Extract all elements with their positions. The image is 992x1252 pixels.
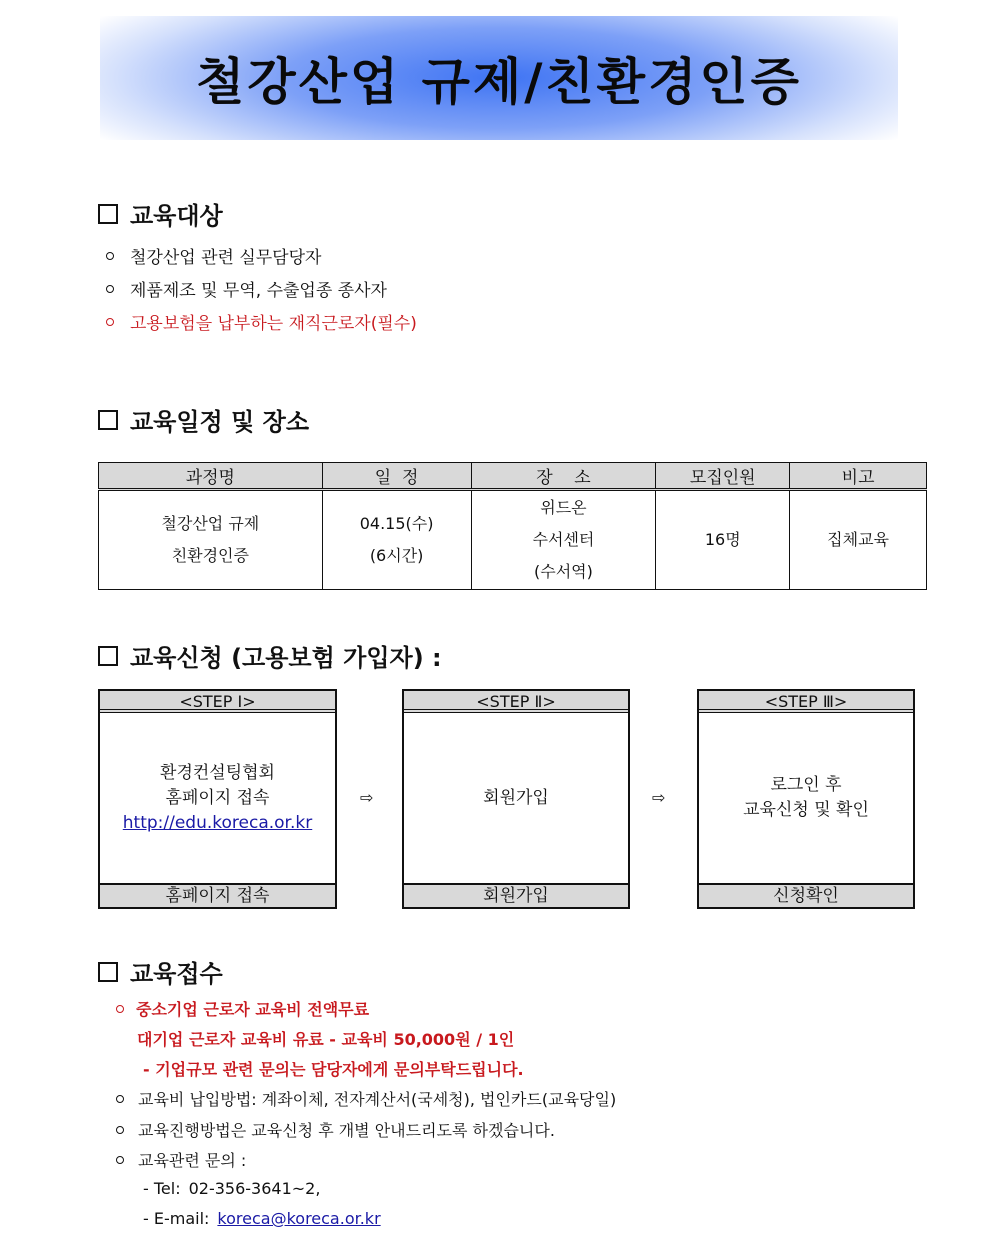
fee-line-3: - 기업규모 관련 문의는 담당자에게 문의부탁드립니다. [143,1060,524,1079]
place-cell: 위드온 수서센터 (수서역) [471,490,656,590]
checkbox-icon [98,410,118,430]
date-cell: 04.15(수) (6시간) [322,490,471,590]
tel-line: - Tel: 02-356-3641~2, [143,1179,321,1198]
table-row [99,490,927,590]
step-2-header: <STEP Ⅱ> [404,691,628,713]
section-target-heading: 교육대상 [98,196,223,231]
capacity-cell: 16명 [656,490,790,590]
column-header: 비고 [790,463,927,490]
homepage-link[interactable]: http://edu.koreca.or.kr [122,812,313,833]
step-1-box: <STEP Ⅰ> 환경컨설팅협회 홈페이지 접속 http://edu.koreca.or.kr 홈페이지 접속 [98,689,337,909]
fee-line-2: 대기업 근로자 교육비 유료 - 교육비 50,000원 / 1인 [137,1030,515,1049]
column-header: 장 소 [471,463,656,490]
list-item-required: 고용보험을 납부하는 재직근로자(필수) [106,305,417,338]
circle-bullet-icon [116,1126,124,1134]
list-item: 제품제조 및 무역, 수출업종 종사자 [106,272,417,305]
circle-bullet-icon [116,1156,124,1164]
email-line: - E-mail: koreca@koreca.or.kr [143,1209,381,1228]
step-2-box: <STEP Ⅱ> 회원가입 회원가입 [402,689,630,909]
circle-bullet-icon [106,285,114,293]
section-reception-heading: 교육접수 [98,954,223,989]
note-cell: 집체교육 [790,490,927,590]
step-3-header: <STEP Ⅲ> [699,691,913,713]
table-header-row [99,463,927,490]
column-header: 모집인원 [656,463,790,490]
checkbox-icon [98,962,118,982]
step-2-footer: 회원가입 [404,883,628,907]
right-arrow-icon: ⇨ [360,788,374,807]
email-link[interactable]: koreca@koreca.or.kr [217,1209,381,1228]
checkbox-icon [98,204,118,224]
fee-line-1: 중소기업 근로자 교육비 전액무료 [116,997,369,1020]
column-header: 일 정 [322,463,471,490]
target-list [106,239,417,338]
inquiry-line: 교육관련 문의 : [116,1148,246,1171]
list-item: 철강산업 관련 실무담당자 [106,239,417,272]
section-schedule-heading: 교육일정 및 장소 [98,402,309,437]
phone-number: 02-356-3641~2, [188,1179,321,1198]
circle-bullet-icon [106,318,114,326]
checkbox-icon [98,646,118,666]
circle-bullet-icon [116,1095,124,1103]
title-banner [100,16,898,140]
payment-line: 교육비 납입방법: 계좌이체, 전자계산서(국세청), 법인카드(교육당일) [116,1087,616,1110]
circle-bullet-icon [106,252,114,260]
course-cell: 철강산업 규제 친환경인증 [99,490,323,590]
schedule-table [98,462,927,590]
progress-line: 교육진행방법은 교육신청 후 개별 안내드리도록 하겠습니다. [116,1118,555,1141]
circle-bullet-icon [116,1005,124,1013]
section-apply-heading: 교육신청 (고용보험 가입자) : [98,638,442,673]
step-3-footer: 신청확인 [699,883,913,907]
right-arrow-icon: ⇨ [652,788,666,807]
step-1-header: <STEP Ⅰ> [100,691,335,713]
column-header: 과정명 [99,463,323,490]
step-1-footer: 홈페이지 접속 [100,883,335,907]
step-3-box: <STEP Ⅲ> 로그인 후 교육신청 및 확인 신청확인 [697,689,915,909]
page-title: 철강산업 규제/친환경인증 [196,53,802,111]
